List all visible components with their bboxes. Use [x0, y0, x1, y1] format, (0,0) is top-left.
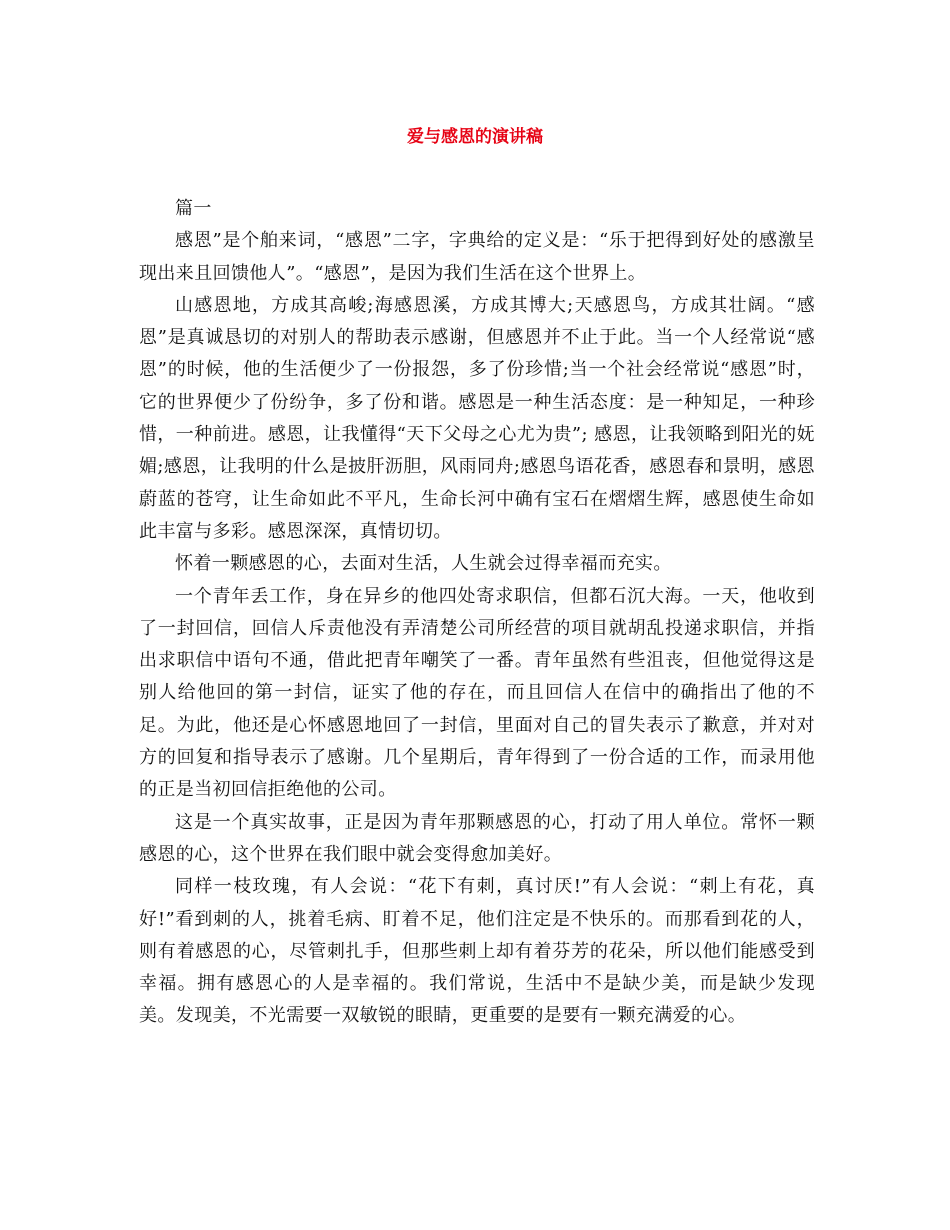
document-title: 爱与感恩的演讲稿 — [407, 127, 543, 147]
paragraph: 感恩”是个舶来词，“感恩”二字，字典给的定义是：“乐于把得到好处的感激呈现出来且回馈他人”。“感恩”，是因为我们生活在这个世界上。 — [139, 230, 815, 284]
paragraph: 一个青年丢工作，身在异乡的他四处寄求职信，但都石沉大海。一天，他收到了一封回信，回信人斥责他没有弄清楚公司所经营的项目就胡乱投递求职信，并指出求职信中语句不通，借此把青年嘲笑了一番。青年虽然有些沮丧，但他觉得这是别人给他回的第一封信，证实了他的存在，而且回信人在信中的确指出了他的不足。为此，他还是心怀感恩地回了一封信，里面对自己的冒失表示了歉意，并对对方的回复和指导表示了感谢。几个星期后，青年得到了一份合适的工作，而录用他的正是当初回信拒绝他的公司。 — [139, 585, 815, 801]
paragraph: 怀着一颗感恩的心，去面对生活，人生就会过得幸福而充实。 — [175, 553, 672, 575]
paragraph: 同样一枝玫瑰，有人会说：“花下有刺，真讨厌!”有人会说：“刺上有花，真好!”看到刺的人，挑着毛病、盯着不足，他们注定是不快乐的。而那看到花的人，则有着感恩的心，尽管刺扎手，但那些刺上却有着芬芳的花朵，所以他们能感受到幸福。拥有感恩心的人是幸福的。我们常说，生活中不是缺少美，而是缺少发现美。发现美，不光需要一双敏锐的眼睛，更重要的是要有一颗充满爱的心。 — [139, 876, 815, 1027]
paragraph: 山感恩地，方成其高峻;海感恩溪，方成其博大;天感恩鸟，方成其壮阔。“感恩”是真诚恳切的对别人的帮助表示感谢，但感恩并不止于此。当一个人经常说“感恩”的时候，他的生活便少了一份报怨，多了份珍惜;当一个社会经常说“感恩”时，它的世界便少了份纷争，多了份和谐。感恩是一种生活态度：是一种知足，一种珍惜，一种前进。感恩，让我懂得“天下父母之心尤为贵”; 感恩，让我领略到阳光的妩媚;感恩，让我明的什么是披肝沥胆，风雨同舟;感恩鸟语花香，感恩春和景明，感恩蔚蓝的苍穹，让生命如此不平凡，生命长河中确有宝石在熠熠生辉，感恩使生命如此丰富与多彩。感恩深深，真情切切。 — [139, 294, 815, 542]
paragraph: 这是一个真实故事，正是因为青年那颗感恩的心，打动了用人单位。常怀一颗感恩的心，这个世界在我们眼中就会变得愈加美好。 — [139, 811, 815, 865]
document-body — [139, 193, 815, 1033]
section-heading: 篇一 — [175, 198, 212, 219]
